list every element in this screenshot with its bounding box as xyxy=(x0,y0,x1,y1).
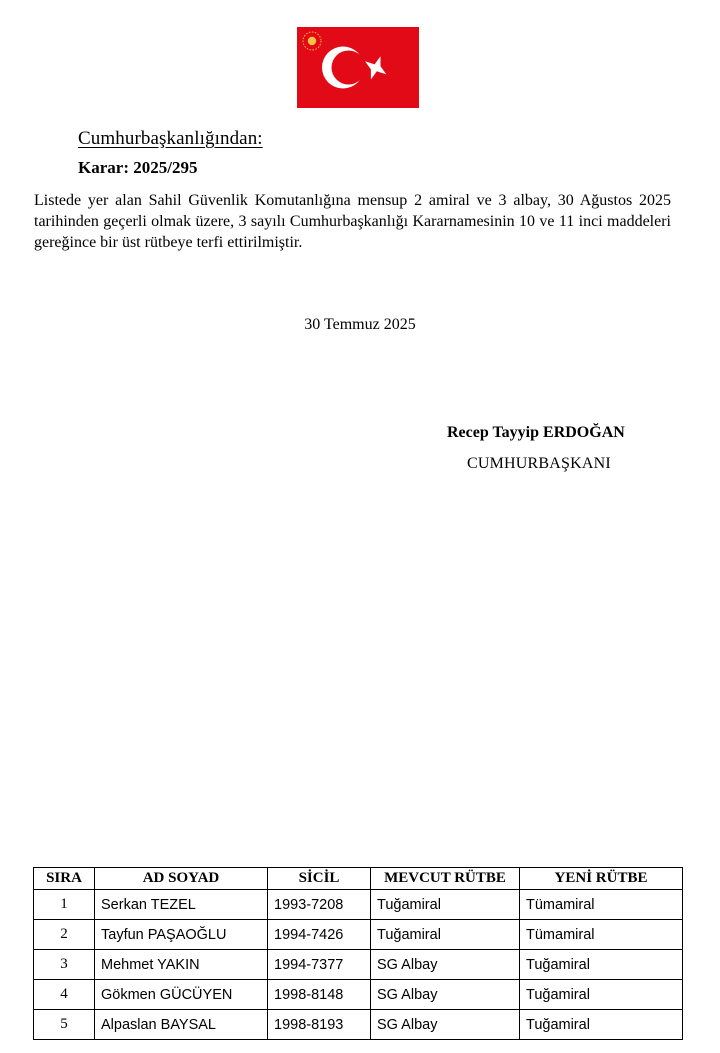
current-rank: SG Albay xyxy=(371,950,520,980)
table-row xyxy=(34,950,683,980)
decision-date: 30 Temmuz 2025 xyxy=(304,316,416,333)
new-rank: Tuğamiral xyxy=(520,950,683,980)
new-rank: Tümamiral xyxy=(520,890,683,920)
row-number: 5 xyxy=(34,1010,95,1040)
person-name: Gökmen GÜCÜYEN xyxy=(95,980,268,1010)
table-row xyxy=(34,890,683,920)
column-header-new-rank: YENİ RÜTBE xyxy=(520,868,683,890)
column-header-name: AD SOYAD xyxy=(95,868,268,890)
table-row xyxy=(34,920,683,950)
column-header-current-rank: MEVCUT RÜTBE xyxy=(371,868,520,890)
new-rank: Tuğamiral xyxy=(520,980,683,1010)
column-header-no: SIRA xyxy=(34,868,95,890)
registry-number: 1994-7426 xyxy=(268,920,371,950)
new-rank: Tümamiral xyxy=(520,920,683,950)
decision-number: Karar: 2025/295 xyxy=(78,158,198,177)
table-header-row xyxy=(34,868,683,890)
issuer-heading: Cumhurbaşkanlığından: xyxy=(78,128,263,149)
table-row xyxy=(34,1010,683,1040)
row-number: 2 xyxy=(34,920,95,950)
signatory-title: CUMHURBAŞKANI xyxy=(467,455,611,472)
new-rank: Tuğamiral xyxy=(520,1010,683,1040)
decision-body-text: Listede yer alan Sahil Güvenlik Komutanlığına mensup 2 amiral ve 3 albay, 30 Ağustos 2025 tarihinden geçerli olmak üzere, 3 sayılı Cumhurbaşkanlığı Kararnamesinin 10 ve 11 inci maddeleri gereğince bir üst rütbeye terfi ettirilmiştir. xyxy=(34,192,671,251)
person-name: Mehmet YAKIN xyxy=(95,950,268,980)
current-rank: SG Albay xyxy=(371,980,520,1010)
row-number: 1 xyxy=(34,890,95,920)
person-name: Serkan TEZEL xyxy=(95,890,268,920)
table-row xyxy=(34,980,683,1010)
turkish-flag-icon xyxy=(297,27,419,108)
current-rank: SG Albay xyxy=(371,1010,520,1040)
person-name: Alpaslan BAYSAL xyxy=(95,1010,268,1040)
registry-number: 1998-8193 xyxy=(268,1010,371,1040)
registry-number: 1994-7377 xyxy=(268,950,371,980)
promotion-table xyxy=(33,867,683,1040)
row-number: 3 xyxy=(34,950,95,980)
column-header-registry: SİCİL xyxy=(268,868,371,890)
registry-number: 1993-7208 xyxy=(268,890,371,920)
row-number: 4 xyxy=(34,980,95,1010)
registry-number: 1998-8148 xyxy=(268,980,371,1010)
signatory-name: Recep Tayyip ERDOĞAN xyxy=(447,424,625,441)
current-rank: Tuğamiral xyxy=(371,920,520,950)
person-name: Tayfun PAŞAOĞLU xyxy=(95,920,268,950)
current-rank: Tuğamiral xyxy=(371,890,520,920)
